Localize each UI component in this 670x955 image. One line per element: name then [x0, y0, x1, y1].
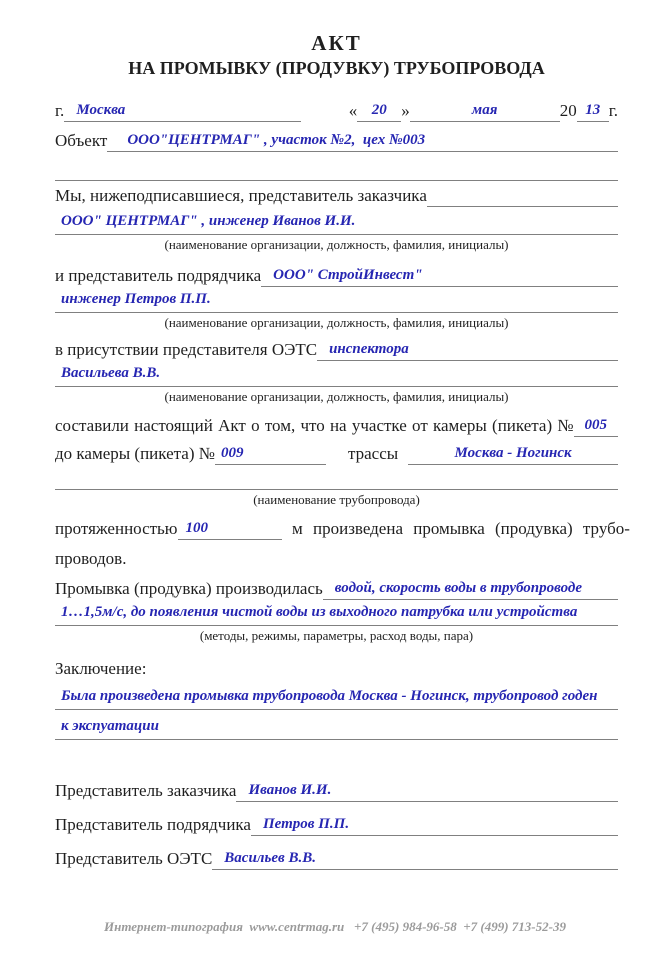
city-field: Москва — [64, 100, 301, 122]
chamber-from-field: 005 — [574, 415, 618, 437]
length-label: протяженностью — [55, 519, 178, 538]
flush-row — [55, 578, 618, 600]
oets-field: инспектора — [317, 339, 618, 361]
length-row — [55, 518, 630, 540]
flush-field: водой, скорость воды в трубопроводе — [323, 578, 618, 600]
object-row — [55, 130, 618, 152]
methods-caption: (методы, режимы, параметры, расход воды, пара) — [199, 628, 474, 643]
flush-label: Промывка (продувка) производилась — [55, 579, 323, 598]
document-subtitle: НА ПРОМЫВКУ (ПРОДУВКУ) ТРУБОПРОВОДА — [128, 58, 545, 78]
object-field: ООО"ЦЕНТРМАГ" , участок №2, цех №003 — [107, 130, 618, 152]
flush-line2: 1…1,5м/с, до появления чистой воды из выходного патрубка или устройства — [55, 602, 618, 626]
act-line1-label: составили настоящий Акт о том, что на участке от камеры (пикета) № — [55, 416, 574, 435]
document-title: АКТ — [311, 31, 362, 55]
customer-name-line: ООО" ЦЕНТРМАГ" , инженер Иванов И.И. — [55, 211, 618, 235]
contractor-label: и представитель подрядчика — [55, 266, 262, 285]
oets-row — [55, 339, 618, 361]
length-tail2-row — [55, 548, 618, 570]
act-line2-label: до камеры (пикета) № — [55, 444, 215, 463]
signature-customer-field: Иванов И.И. — [236, 780, 618, 802]
city-date-row — [55, 100, 618, 122]
day-field: 20 — [357, 100, 401, 122]
signature-row-contractor — [55, 814, 618, 836]
conclusion-line1: Была произведена промывка трубопровода Москва - Ногинск, трубопровод годен — [55, 686, 618, 710]
conclusion-label: Заключение: — [55, 659, 147, 678]
length-field: 100 — [178, 518, 282, 540]
signature-oets-label: Представитель ОЭТС — [55, 849, 213, 868]
contractor-field: ООО" СтройИнвест" — [261, 265, 618, 287]
conclusion-label-row — [55, 658, 618, 680]
customer-intro-field — [427, 206, 618, 207]
city-label: г. — [55, 101, 65, 120]
route-field: Москва - Ногинск — [408, 443, 618, 465]
customer-org-caption: (наименование организации, должность, фамилия, инициалы) — [164, 237, 509, 252]
quote-close: » — [401, 101, 410, 120]
signature-customer-label: Представитель заказчика — [55, 781, 237, 800]
signature-oets-field: Васильев В.В. — [212, 848, 618, 870]
year-field: 13 — [577, 100, 609, 122]
signature-row-oets — [55, 848, 618, 870]
object-continuation-line — [55, 180, 618, 181]
act-line1-row — [55, 415, 618, 437]
contractor-row — [55, 265, 618, 287]
length-tail: м произведена промывка (продувка) трубо- — [291, 519, 630, 538]
signature-row-customer — [55, 780, 618, 802]
customer-intro-label: Мы, нижеподписавшиеся, представитель заказчика — [55, 186, 427, 205]
signature-contractor-label: Представитель подрядчика — [55, 815, 251, 834]
oets-org-caption: (наименование организации, должность, фамилия, инициалы) — [164, 389, 509, 404]
act-line2-row — [55, 443, 618, 465]
length-tail2: проводов. — [55, 549, 127, 568]
oets-person-line: Васильева В.В. — [55, 363, 618, 387]
pipeline-caption: (наименование трубопровода) — [253, 492, 420, 507]
year-suffix: г. — [608, 101, 618, 120]
contractor-org-caption: (наименование организации, должность, фамилия, инициалы) — [164, 315, 509, 330]
quote-open: « — [348, 101, 358, 120]
oets-label: в присутствии представителя ОЭТС — [55, 340, 318, 359]
chamber-to-field: 009 — [215, 443, 326, 465]
conclusion-line2: к экспуатации — [55, 716, 618, 740]
year-prefix: 20 — [559, 101, 577, 120]
route-label: трассы — [347, 444, 399, 463]
signature-contractor-field: Петров П.П. — [251, 814, 618, 836]
customer-intro-row — [55, 185, 618, 207]
month-field: мая — [410, 100, 560, 122]
object-label: Объект — [55, 131, 108, 150]
contractor-person-line: инженер Петров П.П. — [55, 289, 618, 313]
pipeline-name-line — [55, 489, 618, 490]
print-shop-footer: Интернет-типография www.centrmag.ru +7 (495) 984-96-58 +7 (499) 713-52-39 — [104, 919, 566, 934]
